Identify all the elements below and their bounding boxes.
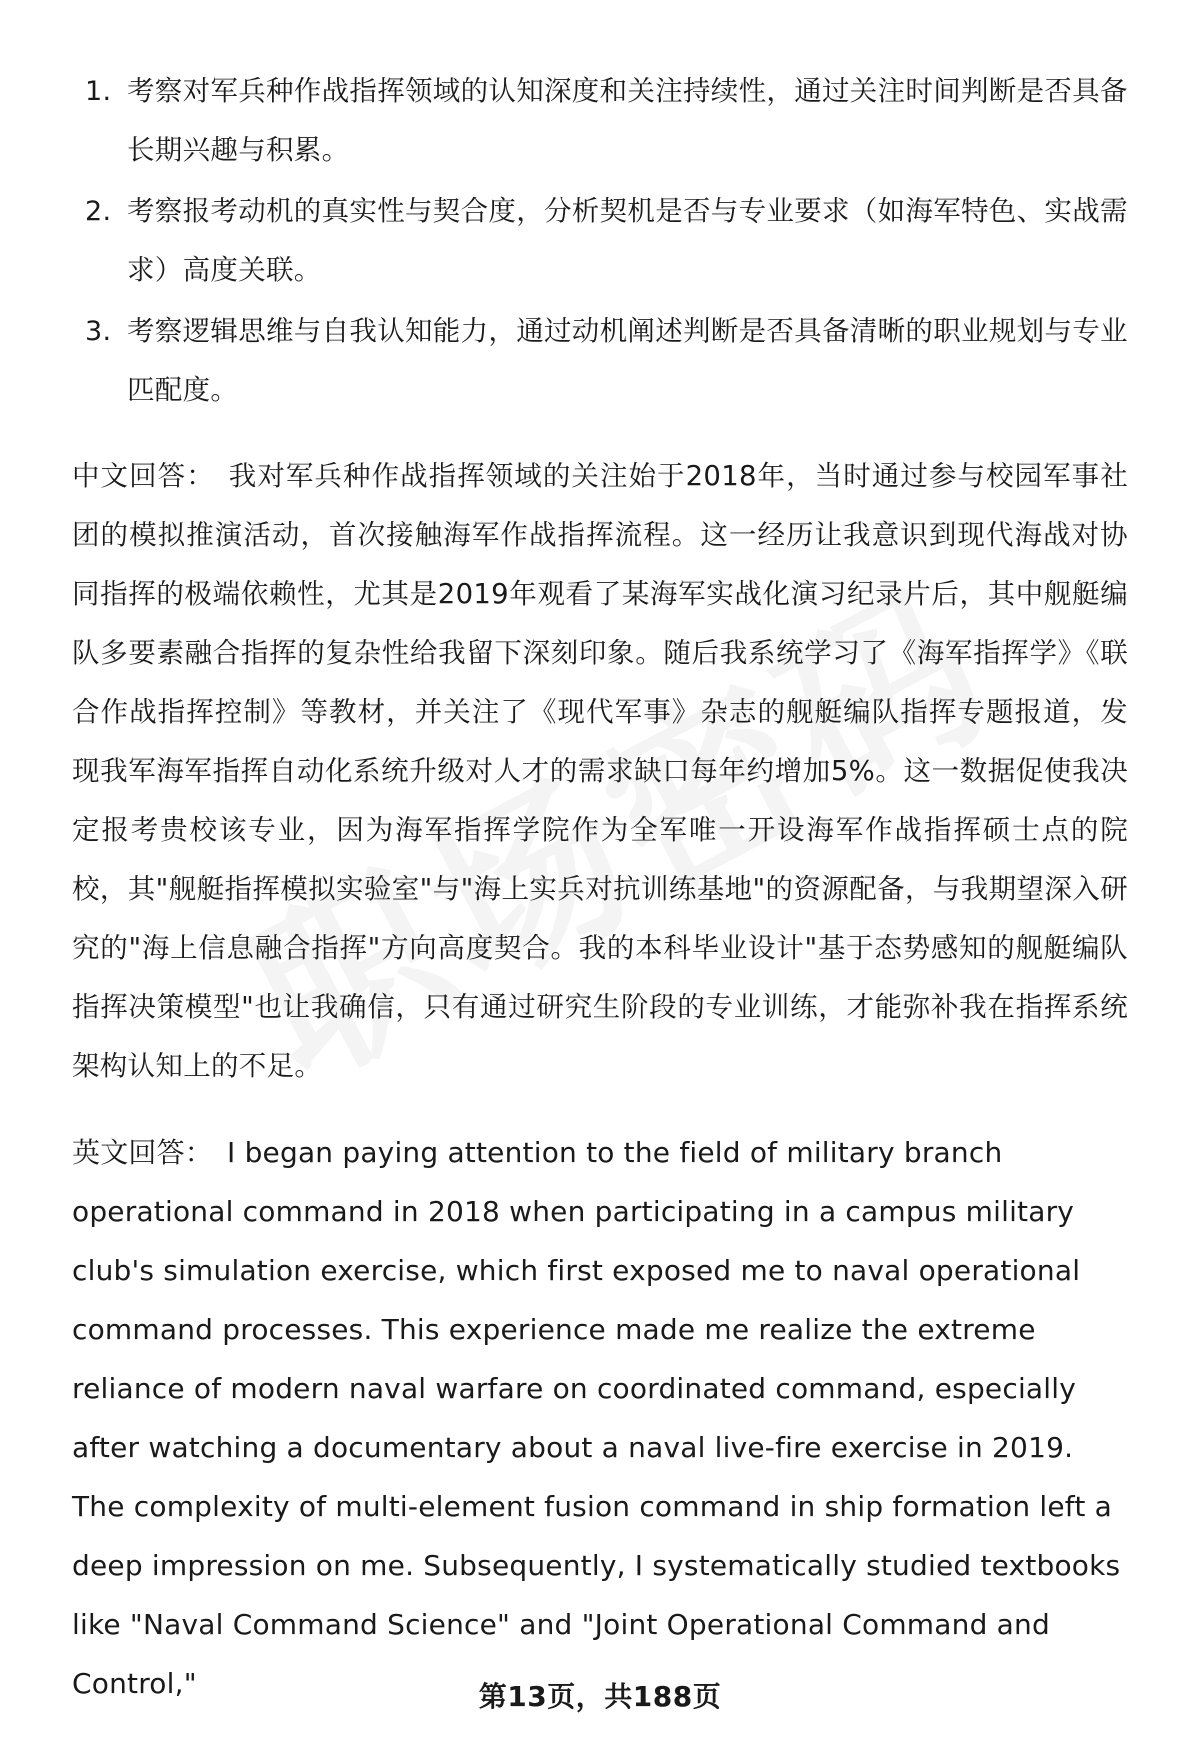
list-item-number: 1. [85, 76, 112, 107]
english-answer-text: I began paying attention to the field of military branch operational command in 2018 when participating in a campus military club's simulation exercise, which first exposed me to naval operational command processes. This experience made me realize the extreme reliance of modern naval warfare on coordinated command, especially after watching a documentary about a naval live-fire exercise in 2019. The complexity of multi-element fusion command in ship formation left a deep impression on me. Subsequently, I systematically studied textbooks like "Naval Command Science" and "Joint Operational Command and Control," [72, 1136, 1121, 1700]
list-item [72, 62, 1128, 180]
list-item-number: 2. [85, 196, 112, 227]
list-item [72, 302, 1128, 420]
criteria-list [72, 62, 1128, 420]
page-number: 第13页，共188页 [478, 1680, 722, 1713]
chinese-answer-text: 我对军兵种作战指挥领域的关注始于2018年，当时通过参与校园军事社团的模拟推演活动，首次接触海军作战指挥流程。这一经历让我意识到现代海战对协同指挥的极端依赖性，尤其是2019年观看了某海军实战化演习纪录片后，其中舰艇编队多要素融合指挥的复杂性给我留下深刻印象。随后我系统学习了《海军指挥学》《联合作战指挥控制》等教材，并关注了《现代军事》杂志的舰艇编队指挥专题报道，发现我军海军指挥自动化系统升级对人才的需求缺口每年约增加5%。这一数据促使我决定报考贵校该专业，因为海军指挥学院作为全军唯一开设海军作战指挥硕士点的院校，其"舰艇指挥模拟实验室"与"海上实兵对抗训练基地"的资源配备，与我期望深入研究的"海上信息融合指挥"方向高度契合。我的本科毕业设计"基于态势感知的舰艇编队指挥决策模型"也让我确信，只有通过研究生阶段的专业训练，才能弥补我在指挥系统架构认知上的不足。 [72, 460, 1128, 1082]
page-content [72, 62, 1128, 1713]
chinese-answer [72, 447, 1128, 1096]
chinese-answer-label: 中文回答： [72, 460, 215, 492]
list-item-text: 考察对军兵种作战指挥领域的认知深度和关注持续性，通过关注时间判断是否具备长期兴趣与积累。 [127, 75, 1128, 166]
list-item [72, 182, 1128, 300]
english-answer-label: 英文回答： [72, 1136, 214, 1169]
list-item-text: 考察报考动机的真实性与契合度，分析契机是否与专业要求（如海军特色、实战需求）高度关联。 [127, 195, 1128, 286]
english-answer [72, 1123, 1128, 1713]
list-item-number: 3. [85, 316, 112, 347]
list-item-text: 考察逻辑思维与自我认知能力，通过动机阐述判断是否具备清晰的职业规划与专业匹配度。 [127, 315, 1128, 406]
